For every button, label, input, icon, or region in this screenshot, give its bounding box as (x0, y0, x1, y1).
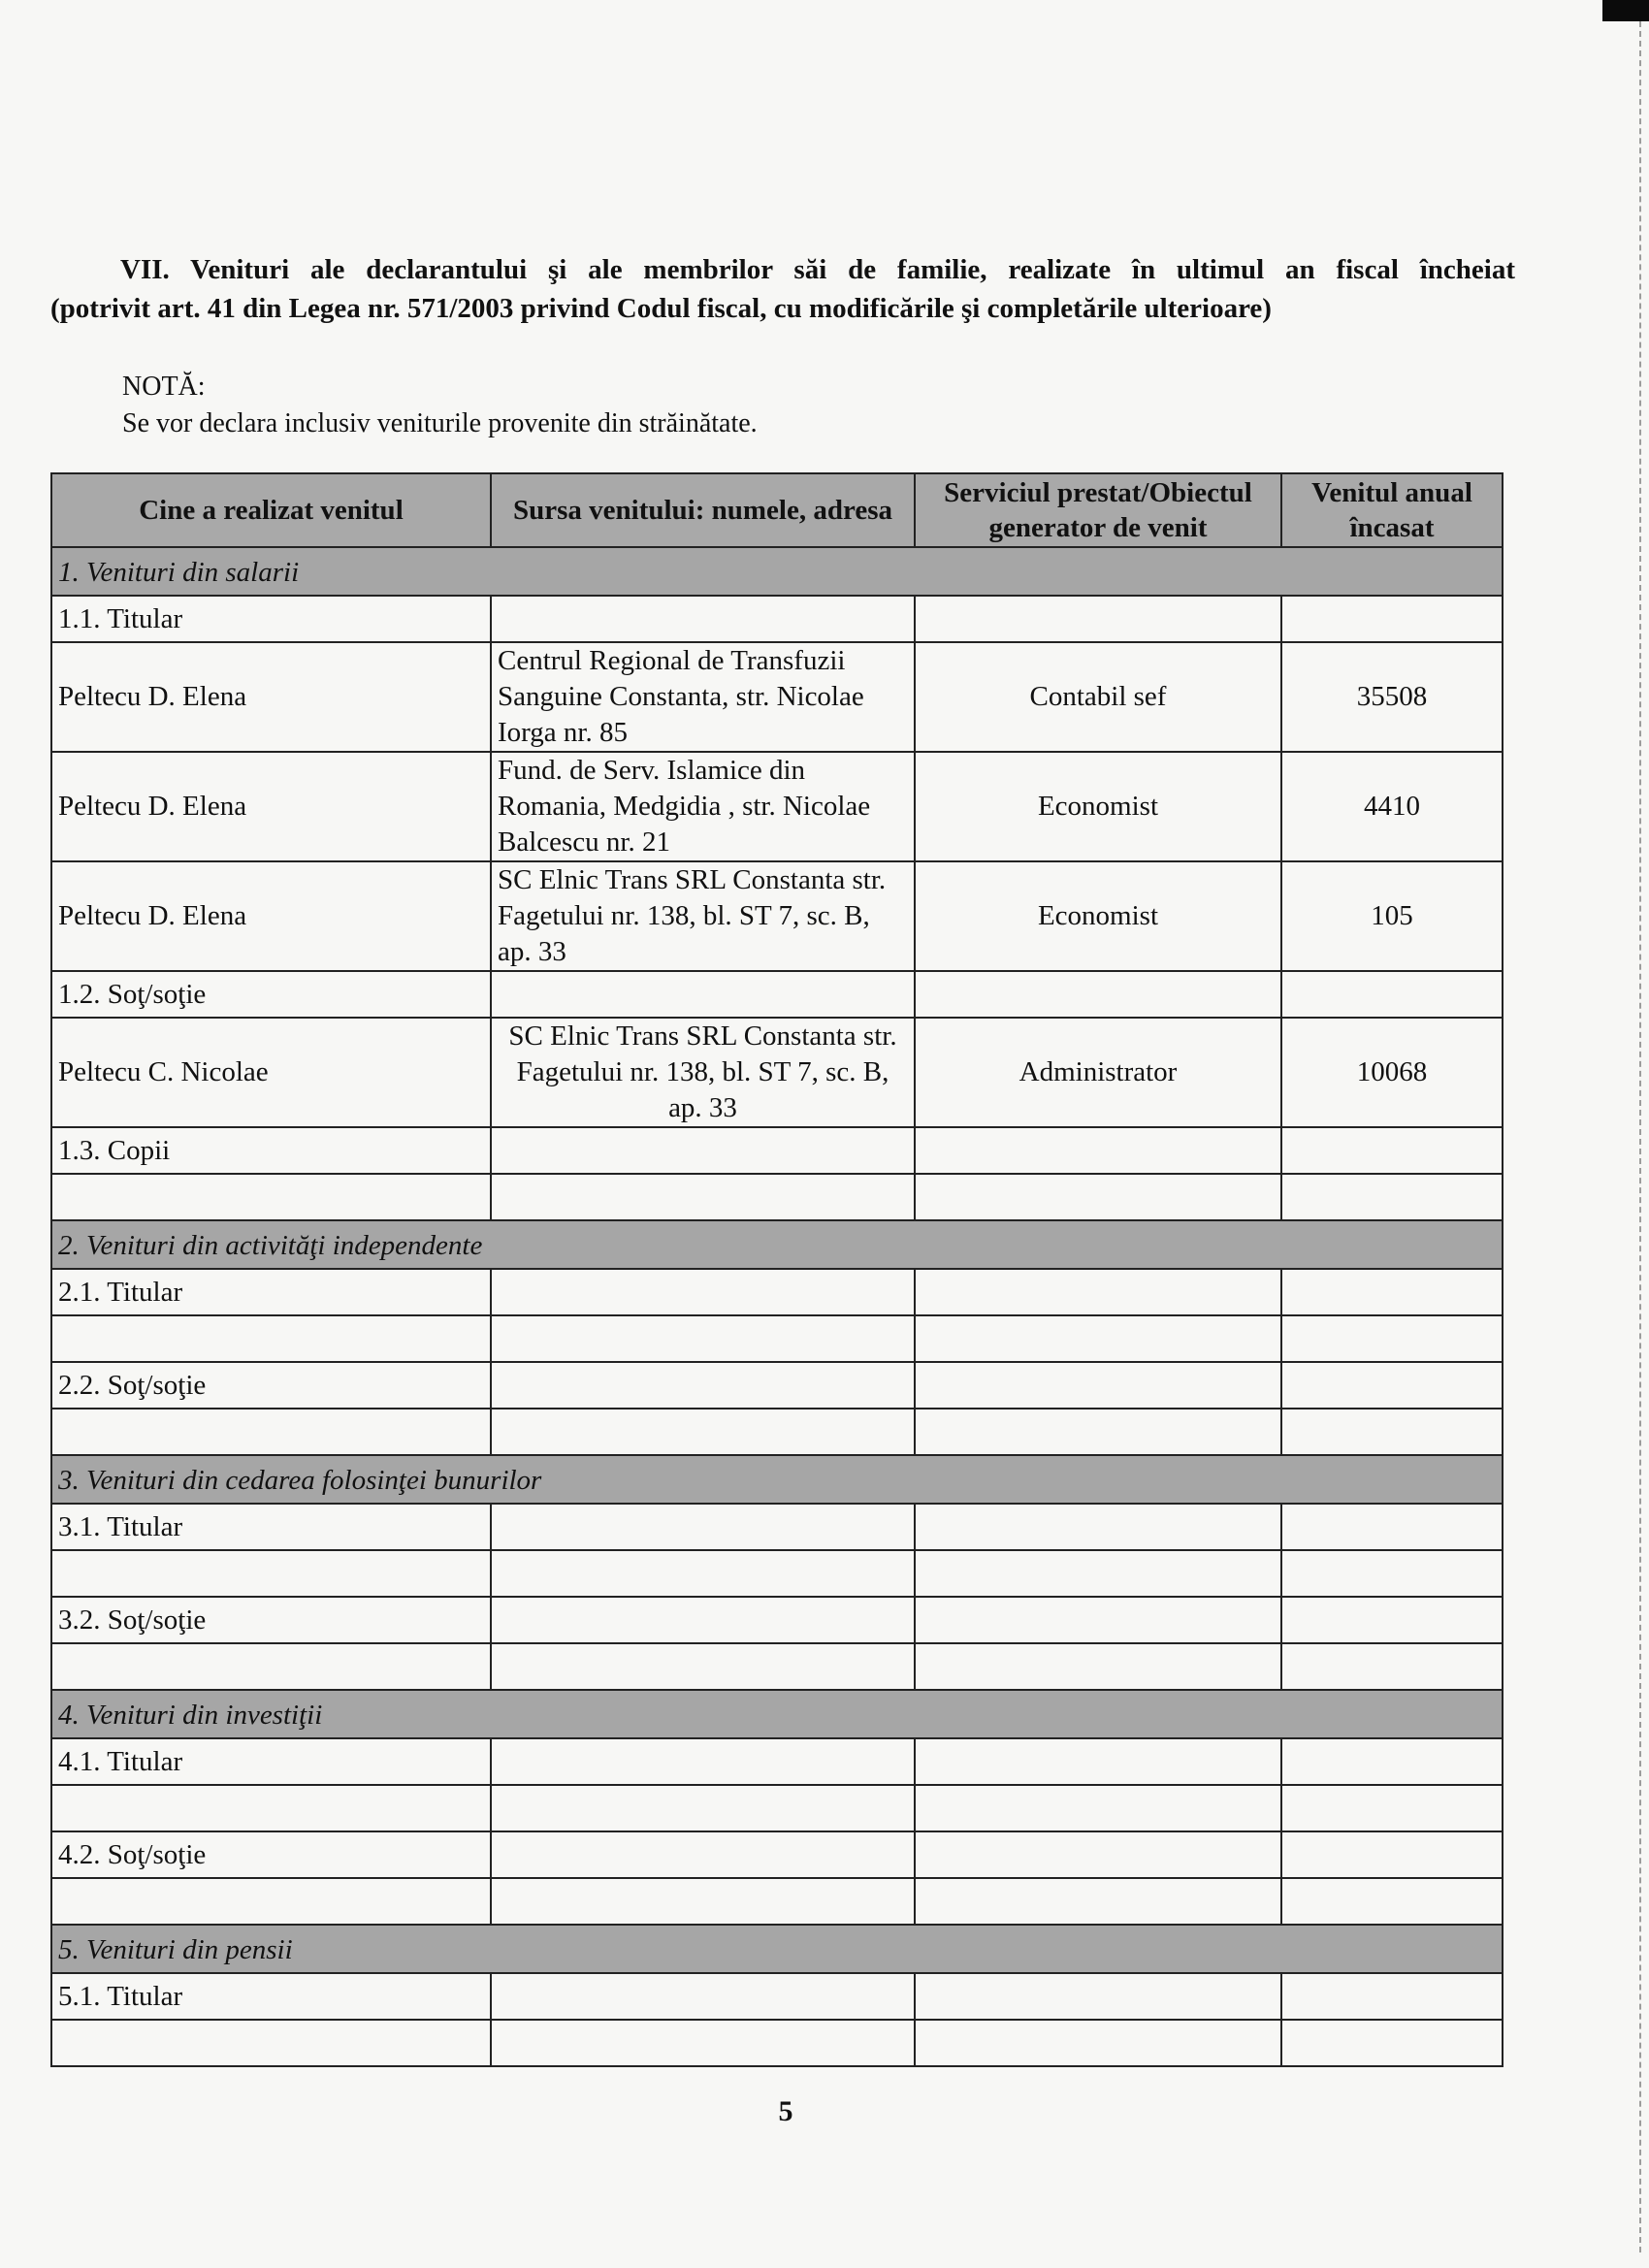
row-label: 4.1. Titular (51, 1738, 491, 1785)
table-row (51, 1878, 1503, 1925)
cell-service: Economist (915, 752, 1281, 861)
section-row (51, 1220, 1503, 1269)
empty-cell (915, 1973, 1281, 2020)
section-row (51, 1925, 1503, 1973)
empty-cell (491, 1174, 915, 1220)
table-row (51, 1973, 1503, 2020)
empty-cell (491, 1409, 915, 1455)
table-row (51, 1362, 1503, 1409)
empty-cell (915, 596, 1281, 642)
empty-cell (1281, 1550, 1503, 1597)
empty-cell (1281, 596, 1503, 642)
table-row (51, 1127, 1503, 1174)
empty-cell (491, 1550, 915, 1597)
heading-line-2: (potrivit art. 41 din Legea nr. 571/2003 privind Codul fiscal, cu modificările şi completările ulterioare) (50, 293, 1272, 324)
empty-cell (915, 2020, 1281, 2066)
empty-cell (915, 1597, 1281, 1643)
cell-source: SC Elnic Trans SRL Constanta str. Fagetului nr. 138, bl. ST 7, sc. B, ap. 33 (491, 861, 915, 971)
header-row (51, 473, 1503, 547)
empty-cell (491, 1738, 915, 1785)
heading-line-1: VII. Venituri ale declarantului şi ale membrilor săi de familie, realizate în ultimul an fiscal încheiat (120, 254, 1515, 285)
row-label: 1.3. Copii (51, 1127, 491, 1174)
table-row (51, 1174, 1503, 1220)
empty-cell (915, 1643, 1281, 1690)
empty-cell (1281, 971, 1503, 1018)
empty-cell (915, 1409, 1281, 1455)
table-row (51, 1550, 1503, 1597)
scan-edge-line (1637, 21, 1641, 2252)
table-row (51, 1831, 1503, 1878)
section-heading (50, 250, 1515, 328)
empty-cell (1281, 1409, 1503, 1455)
empty-cell (915, 1738, 1281, 1785)
row-label: 2.1. Titular (51, 1269, 491, 1315)
section-pensions: 5. Venituri din pensii (51, 1925, 1503, 1973)
empty-cell (1281, 1738, 1503, 1785)
table-row (51, 1504, 1503, 1550)
table-row (51, 752, 1503, 861)
table-row (51, 971, 1503, 1018)
table-row (51, 861, 1503, 971)
note-label: NOTĂ: (122, 372, 206, 402)
cell-who: Peltecu D. Elena (51, 752, 491, 861)
empty-cell (915, 1831, 1281, 1878)
table-row (51, 642, 1503, 752)
empty-cell (51, 1643, 491, 1690)
table-row (51, 1643, 1503, 1690)
table-row (51, 1269, 1503, 1315)
row-label: 5.1. Titular (51, 1973, 491, 2020)
cell-income: 10068 (1281, 1018, 1503, 1127)
empty-cell (1281, 1878, 1503, 1925)
header-source: Sursa venitului: numele, adresa (491, 473, 915, 547)
empty-cell (491, 1597, 915, 1643)
empty-cell (491, 1362, 915, 1409)
row-label: 2.2. Soţ/soţie (51, 1362, 491, 1409)
scan-edge-bar (1602, 0, 1649, 21)
empty-cell (491, 971, 915, 1018)
section-row (51, 1690, 1503, 1738)
cell-source: SC Elnic Trans SRL Constanta str. Fagetului nr. 138, bl. ST 7, sc. B, ap. 33 (491, 1018, 915, 1127)
table-row (51, 2020, 1503, 2066)
empty-cell (915, 1269, 1281, 1315)
empty-cell (1281, 1362, 1503, 1409)
empty-cell (51, 2020, 491, 2066)
empty-cell (915, 1315, 1281, 1362)
section-independent: 2. Venituri din activităţi independente (51, 1220, 1503, 1269)
header-service: Serviciul prestat/Obiectul generator de venit (915, 473, 1281, 547)
empty-cell (491, 596, 915, 642)
empty-cell (51, 1878, 491, 1925)
empty-cell (1281, 1597, 1503, 1643)
empty-cell (491, 1504, 915, 1550)
empty-cell (915, 1785, 1281, 1831)
empty-cell (51, 1409, 491, 1455)
table-row (51, 1785, 1503, 1831)
table-row (51, 1315, 1503, 1362)
empty-cell (491, 1127, 915, 1174)
cell-income: 35508 (1281, 642, 1503, 752)
empty-cell (491, 1831, 915, 1878)
cell-source: Fund. de Serv. Islamice din Romania, Medgidia , str. Nicolae Balcescu nr. 21 (491, 752, 915, 861)
empty-cell (491, 1269, 915, 1315)
cell-who: Peltecu D. Elena (51, 861, 491, 971)
empty-cell (1281, 1785, 1503, 1831)
empty-cell (915, 1550, 1281, 1597)
row-label: 1.2. Soţ/soţie (51, 971, 491, 1018)
empty-cell (1281, 1831, 1503, 1878)
cell-source: Centrul Regional de Transfuzii Sanguine Constanta, str. Nicolae Iorga nr. 85 (491, 642, 915, 752)
cell-income: 105 (1281, 861, 1503, 971)
row-label: 4.2. Soţ/soţie (51, 1831, 491, 1878)
row-label: 3.2. Soţ/soţie (51, 1597, 491, 1643)
cell-who: Peltecu C. Nicolae (51, 1018, 491, 1127)
empty-cell (491, 2020, 915, 2066)
row-label: 1.1. Titular (51, 596, 491, 642)
empty-cell (51, 1174, 491, 1220)
empty-cell (915, 1127, 1281, 1174)
income-table (50, 472, 1504, 2067)
empty-cell (51, 1785, 491, 1831)
table-row (51, 1409, 1503, 1455)
page-number: 5 (778, 2095, 793, 2127)
empty-cell (915, 1362, 1281, 1409)
empty-cell (51, 1315, 491, 1362)
empty-cell (491, 1973, 915, 2020)
table-row (51, 1597, 1503, 1643)
empty-cell (491, 1643, 915, 1690)
cell-service: Administrator (915, 1018, 1281, 1127)
empty-cell (1281, 1127, 1503, 1174)
table-row (51, 1018, 1503, 1127)
header-who: Cine a realizat venitul (51, 473, 491, 547)
empty-cell (51, 1550, 491, 1597)
empty-cell (915, 971, 1281, 1018)
empty-cell (915, 1878, 1281, 1925)
table-row (51, 1738, 1503, 1785)
table-row (51, 596, 1503, 642)
empty-cell (1281, 1504, 1503, 1550)
section-investments: 4. Venituri din investiţii (51, 1690, 1503, 1738)
header-income: Venitul anual încasat (1281, 473, 1503, 547)
cell-who: Peltecu D. Elena (51, 642, 491, 752)
note-text: Se vor declara inclusiv veniturile provenite din străinătate. (122, 408, 758, 438)
row-label: 3.1. Titular (51, 1504, 491, 1550)
cell-service: Economist (915, 861, 1281, 971)
note-block (122, 369, 758, 442)
empty-cell (1281, 1174, 1503, 1220)
empty-cell (1281, 1315, 1503, 1362)
empty-cell (1281, 2020, 1503, 2066)
section-property-use: 3. Venituri din cedarea folosinţei bunurilor (51, 1455, 1503, 1504)
empty-cell (915, 1504, 1281, 1550)
section-row (51, 547, 1503, 596)
empty-cell (491, 1315, 915, 1362)
cell-income: 4410 (1281, 752, 1503, 861)
empty-cell (491, 1878, 915, 1925)
empty-cell (1281, 1643, 1503, 1690)
section-salaries: 1. Venituri din salarii (51, 547, 1503, 596)
section-row (51, 1455, 1503, 1504)
empty-cell (915, 1174, 1281, 1220)
empty-cell (491, 1785, 915, 1831)
cell-service: Contabil sef (915, 642, 1281, 752)
empty-cell (1281, 1269, 1503, 1315)
empty-cell (1281, 1973, 1503, 2020)
